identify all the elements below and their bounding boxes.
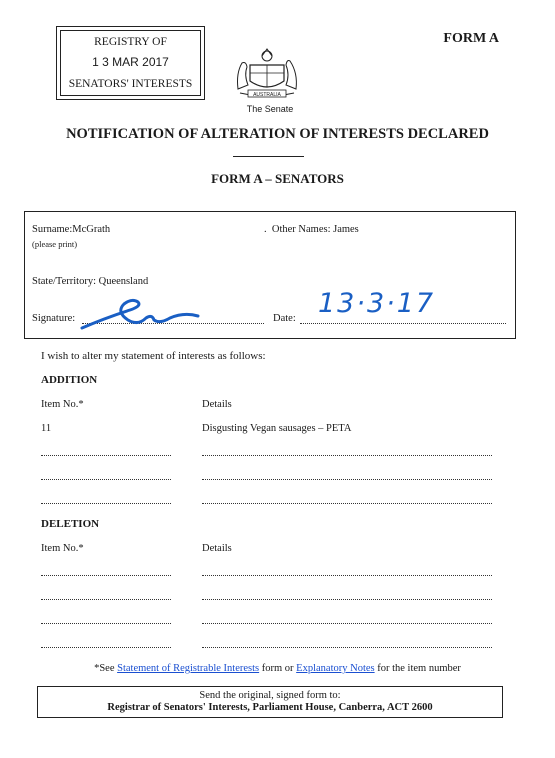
addition-item-value: 11 [41,423,52,434]
please-print-note: (please print) [32,239,78,249]
addition-details-line-1 [202,455,492,456]
other-names-value: James [333,224,359,235]
addition-details-line-2 [202,479,492,480]
surname-field [32,224,110,235]
addition-item-line-3 [41,503,171,504]
addition-details-value: Disgusting Vegan sausages – PETA [202,423,352,434]
surname-value: McGrath [72,224,111,235]
date-label: Date: [273,313,296,324]
footnote-middle: form or [259,663,297,674]
form-label: FORM A [443,31,499,46]
deletion-item-line-1 [41,575,171,576]
deletion-item-label: Item No.* [41,543,84,554]
deletion-item-line-2 [41,599,171,600]
state-field [32,276,148,287]
addition-details-label: Details [202,399,232,410]
deletion-item-line-4 [41,647,171,648]
signature-label: Signature: [32,313,76,324]
send-line-1: Send the original, signed form to: [199,690,341,701]
intro-text: I wish to alter my statement of interests as follows: [41,350,266,362]
explanatory-notes-link[interactable]: Explanatory Notes [296,663,375,674]
deletion-details-line-4 [202,647,492,648]
page-title: NOTIFICATION OF ALTERATION OF INTERESTS DECLARED [66,126,489,142]
deletion-details-label: Details [202,543,232,554]
stamp-line-3: SENATORS' INTERESTS [68,78,193,90]
date-line [300,323,506,324]
deletion-item-line-3 [41,623,171,624]
stamp-date: 1 3 MAR 2017 [92,55,169,69]
deletion-details-line-2 [202,599,492,600]
send-line-2: Registrar of Senators' Interests, Parliament House, Canberra, ACT 2600 [107,702,433,713]
deletion-details-line-1 [202,575,492,576]
deletion-details-line-3 [202,623,492,624]
registry-stamp [56,26,205,100]
addition-heading: ADDITION [41,374,98,386]
other-names-label: Other Names: [271,224,331,235]
send-to-box [37,686,503,718]
footnote [0,663,555,674]
other-names-field [264,224,359,235]
footnote-suffix: for the item number [374,663,461,674]
stamp-line-1: REGISTRY OF [94,36,167,48]
surname-label: Surname: [32,224,73,235]
footnote-prefix: *See [94,663,118,674]
title-rule [233,156,304,157]
addition-details-line-3 [202,503,492,504]
bullet-dot: . [264,224,272,235]
page-subtitle: FORM A – SENATORS [211,171,344,186]
addition-item-line-1 [41,455,171,456]
addition-item-line-2 [41,479,171,480]
crest-motto: AUSTRALIA [253,91,281,98]
deletion-heading: DELETION [41,518,100,530]
state-label: State/Territory: [32,276,96,287]
addition-item-label: Item No.* [41,399,84,410]
handwritten-signature [80,288,210,333]
date-value: 13·3·17 [318,288,436,319]
state-value: Queensland [98,276,149,287]
senate-label: The Senate [246,104,294,114]
coat-of-arms-icon [232,45,302,101]
registrable-interests-link[interactable]: Statement of Registrable Interests [117,663,260,674]
